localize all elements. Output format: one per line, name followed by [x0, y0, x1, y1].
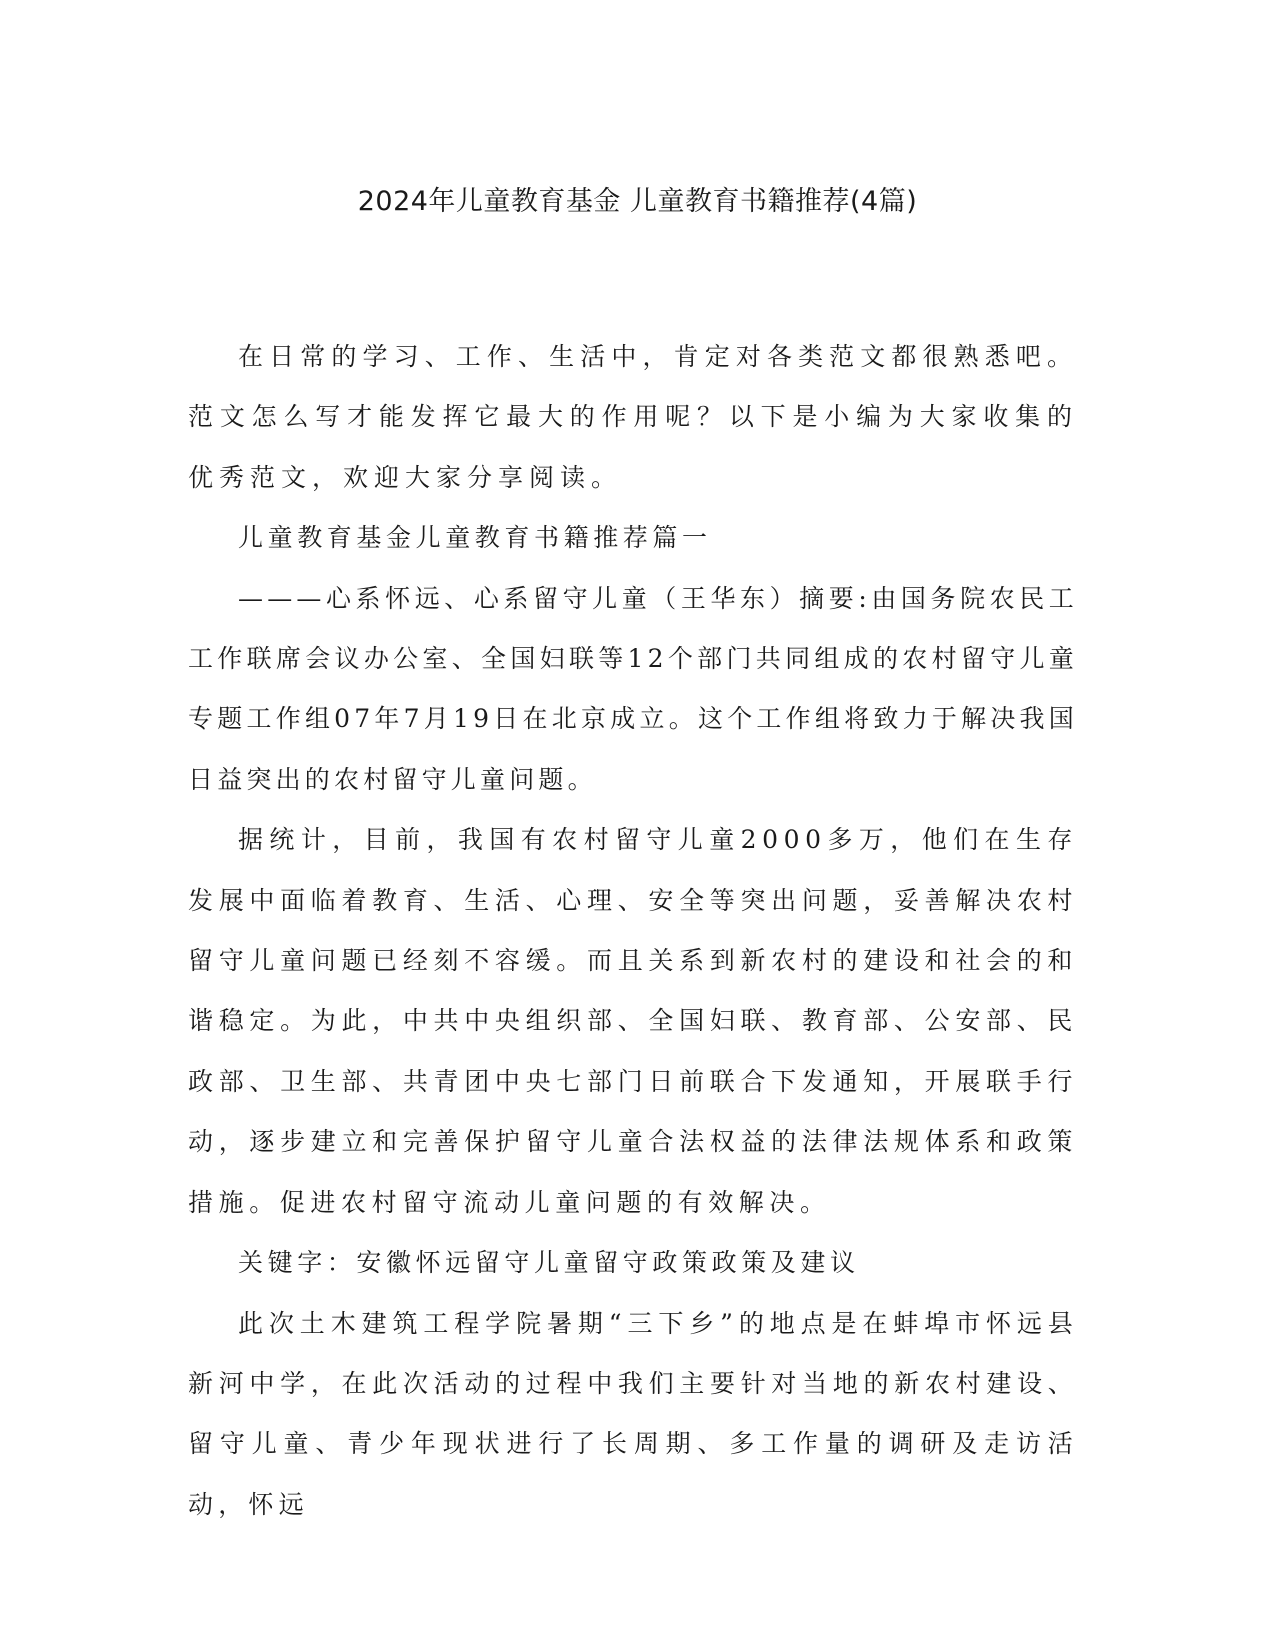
document-body: [188, 327, 1078, 1535]
document-title: 2024年儿童教育基金 儿童教育书籍推荐(4篇): [357, 186, 918, 217]
intro-paragraph: 在日常的学习、工作、生活中，肯定对各类范文都很熟悉吧。范文怎么写才能发挥它最大的作用呢？以下是小编为大家收集的优秀范文，欢迎大家分享阅读。: [188, 342, 1078, 492]
abstract-paragraph: ———心系怀远、心系留守儿童（王华东）摘要:由国务院农民工工作联席会议办公室、全国妇联等12个部门共同组成的农村留守儿童专题工作组07年7月19日在北京成立。这个工作组将致力于解决我国日益突出的农村留守儿童问题。: [188, 583, 1078, 794]
statistics-paragraph: 据统计，目前，我国有农村留守儿童2000多万，他们在生存发展中面临着教育、生活、心理、安全等突出问题，妥善解决农村留守儿童问题已经刻不容缓。而且关系到新农村的建设和社会的和谐稳定。为此，中共中央组织部、全国妇联、教育部、公安部、民政部、卫生部、共青团中央七部门日前联合下发通知，开展联手行动，逐步建立和完善保护留守儿童合法权益的法律法规体系和政策措施。促进农村留守流动儿童问题的有效解决。: [188, 825, 1078, 1217]
section-heading: 儿童教育基金儿童教育书籍推荐篇一: [238, 523, 712, 553]
keywords-paragraph: 关键字：安徽怀远留守儿童留守政策政策及建议: [238, 1248, 860, 1278]
activity-paragraph: 此次土木建筑工程学院暑期“三下乡”的地点是在蚌埠市怀远县新河中学，在此次活动的过程中我们主要针对当地的新农村建设、留守儿童、青少年现状进行了长周期、多工作量的调研及走访活动，怀远: [188, 1308, 1078, 1519]
